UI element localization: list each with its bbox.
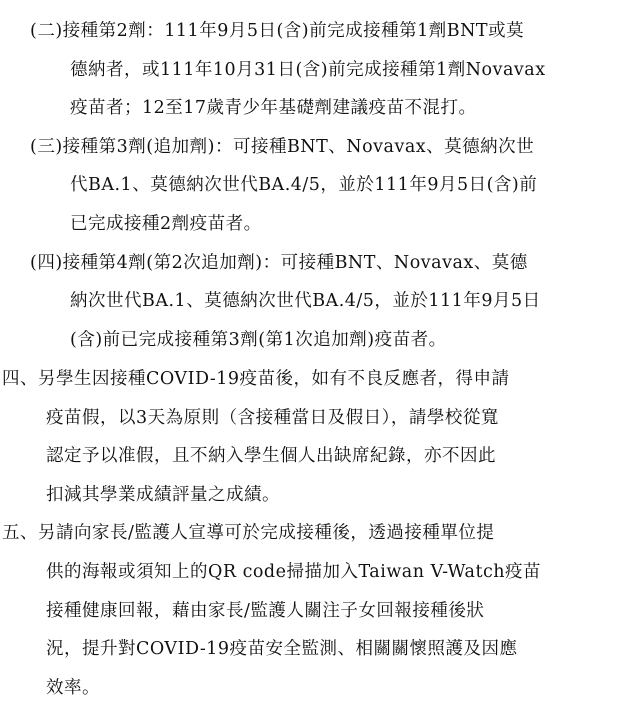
item-2-line-3: 疫苗者；12至17歲青少年基礎劑建議疫苗不混打。: [70, 98, 477, 118]
item-2-line-1: (二)接種第2劑：111年9月5日(含)前完成接種第1劑BNT或莫: [30, 21, 525, 41]
item-4-line-1: (四)接種第4劑(第2次追加劑)：可接種BNT、Novavax、莫德: [30, 253, 528, 273]
section-5-line-5: 效率。: [46, 678, 100, 698]
section-5-line-3: 接種健康回報，藉由家長/監護人關注子女回報接種後狀: [46, 601, 485, 621]
item-3-line-3: 已完成接種2劑疫苗者。: [70, 214, 262, 234]
item-4-line-3: (含)前已完成接種第3劑(第1次追加劑)疫苗者。: [70, 330, 447, 350]
section-5-line-2: 供的海報或須知上的QR code掃描加入Taiwan V-Watch疫苗: [46, 562, 542, 582]
section-4-line-1: 四、另學生因接種COVID-19疫苗後，如有不良反應者，得申請: [2, 369, 510, 389]
item-4-line-2: 納次世代BA.1、莫德納次世代BA.4/5，並於111年9月5日: [70, 291, 541, 311]
item-3-line-1: (三)接種第3劑(追加劑)：可接種BNT、Novavax、莫德納次世: [30, 137, 535, 157]
section-5-line-4: 況，提升對COVID-19疫苗安全監測、相關關懷照護及因應: [46, 639, 518, 659]
section-4-line-4: 扣減其學業成績評量之成績。: [46, 485, 280, 505]
section-4-line-3: 認定予以准假，且不納入學生個人出缺席紀錄，亦不因此: [46, 446, 496, 466]
item-2-line-2: 德納者，或111年10月31日(含)前完成接種第1劑Novavax: [70, 60, 546, 80]
item-3-line-2: 代BA.1、莫德納次世代BA.4/5，並於111年9月5日(含)前: [70, 175, 538, 195]
section-4-line-2: 疫苗假，以3天為原則（含接種當日及假日），請學校從寬: [46, 408, 499, 428]
section-5-line-1: 五、另請向家長/監護人宣導可於完成接種後，透過接種單位提: [2, 523, 495, 543]
